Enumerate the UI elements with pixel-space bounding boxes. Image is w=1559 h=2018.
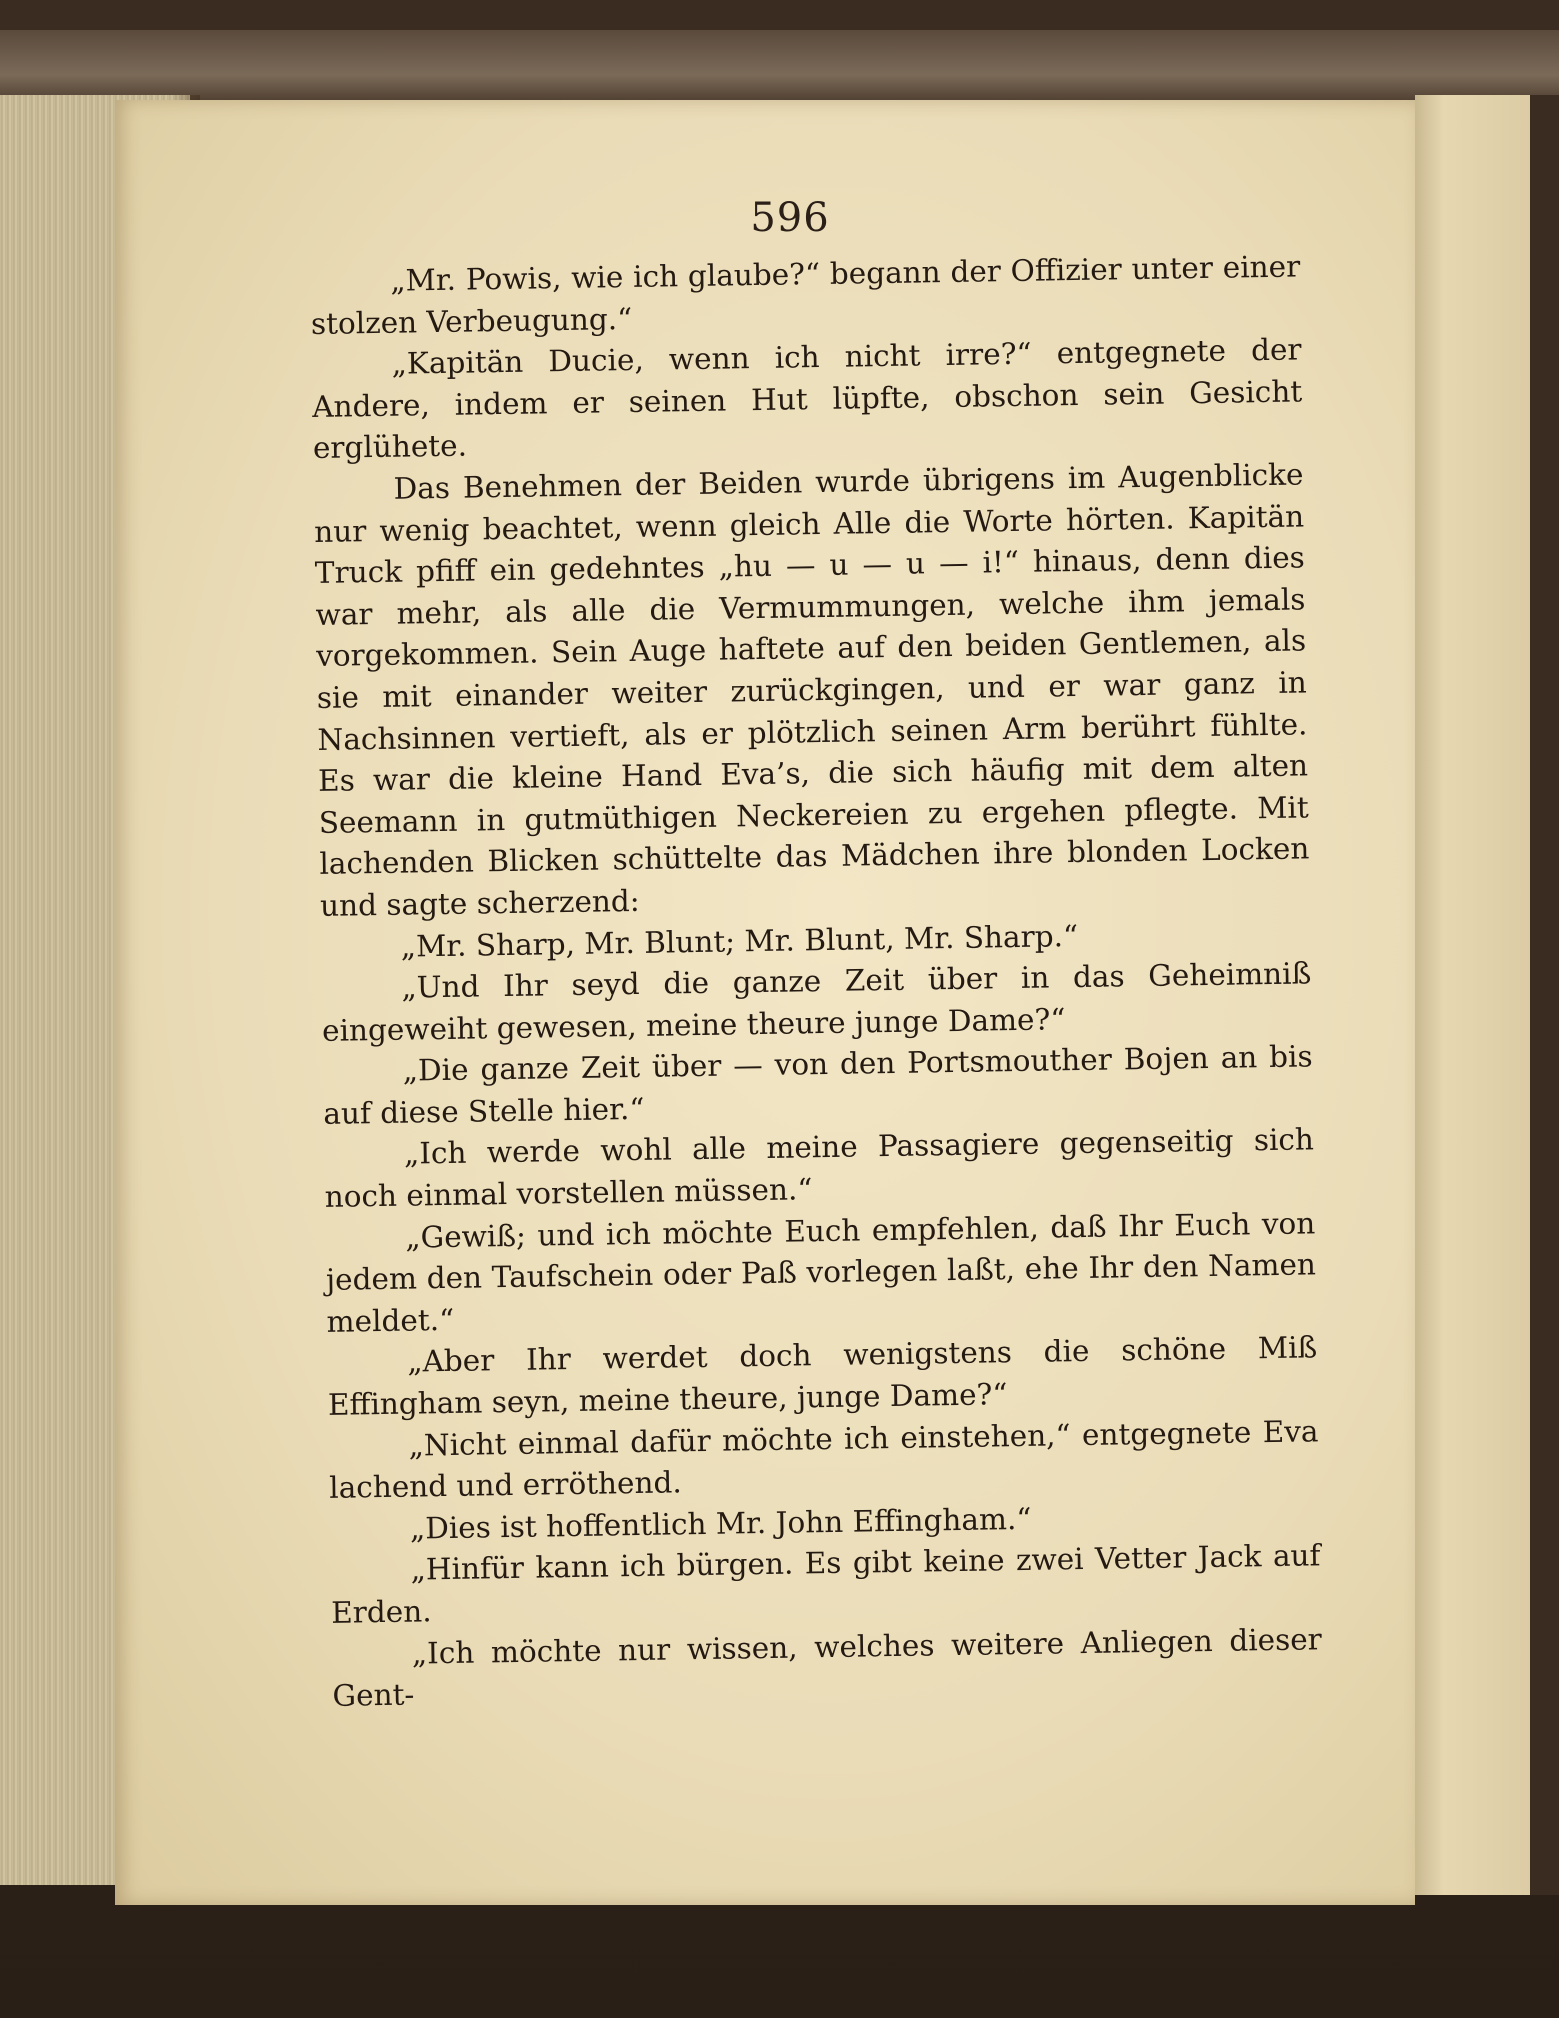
- paragraph: „Dies ist hoffentlich Mr. John Effingham.“: [409, 1501, 1032, 1546]
- page-text: [310, 246, 1323, 1717]
- paragraph: „Aber Ihr werdet doch wenigstens die schöne Miß Effingham seyn, meine theure, junge Dame?“: [327, 1330, 1318, 1422]
- paragraph: „Mr. Powis, wie ich glaube?“ begann der Offizier unter einer stolzen Verbeugung.“: [310, 249, 1301, 341]
- paragraph: „Ich werde wohl alle meine Passagiere gegenseitig sich noch einmal vorstellen müssen.“: [324, 1122, 1315, 1214]
- page-number: 596: [750, 195, 830, 241]
- book-cover-top: [0, 30, 1559, 105]
- paragraph: „Die ganze Zeit über — von den Portsmouther Bojen an bis auf diese Stelle hier.“: [323, 1039, 1313, 1131]
- paragraph: „Mr. Sharp, Mr. Blunt; Mr. Blunt, Mr. Sharp.“: [400, 918, 1079, 964]
- paragraph: „Und Ihr seyd die ganze Zeit über in das Geheimniß eingeweiht gewesen, meine theure junge Dame?“: [321, 956, 1312, 1048]
- book-cover-right: [1530, 95, 1559, 1895]
- paragraph: „Kapitän Ducie, wenn ich nicht irre?“ entgegnete der Andere, indem er seinen Hut lüpfte, obschon sein Gesicht erglühete.: [312, 332, 1303, 466]
- paragraph: „Ich möchte nur wissen, welches weitere Anliegen dieser Gent-: [332, 1621, 1323, 1714]
- paragraph: „Hinfür kann ich bürgen. Es gibt keine zwei Vetter Jack auf Erden.: [330, 1538, 1321, 1630]
- paragraph: Das Benehmen der Beiden wurde übrigens im Augenblicke nur wenig beachtet, wenn gleich Alle die Worte hörten. Kapitän Truck pfiff ein gedehntes „hu — u — u — i!“ hinaus, denn dies war mehr, als alle die Vermummungen, welche ihm jemals vorgekommen. Sein Auge haftete auf den beiden Gentlemen, als sie mit einander weiter zurückgingen, und er war ganz in Nachsinnen vertieft, als er plötzlich seinen Arm berührt fühlte. Es war die kleine Hand Eva’s, die sich häufig mit dem alten Seemann in gutmüthigen Neckereien zu ergehen pflegte. Mit lachenden Blicken schüttelte das Mädchen ihre blonden Locken und sagte scherzend:: [313, 457, 1310, 923]
- paragraph: „Gewiß; und ich möchte Euch empfehlen, daß Ihr Euch von jedem den Taufschein oder Paß vorlegen laßt, ehe Ihr den Namen meldet.“: [325, 1205, 1317, 1339]
- paragraph: „Nicht einmal dafür möchte ich einstehen,“ entgegnete Eva lachend und erröthend.: [328, 1413, 1319, 1506]
